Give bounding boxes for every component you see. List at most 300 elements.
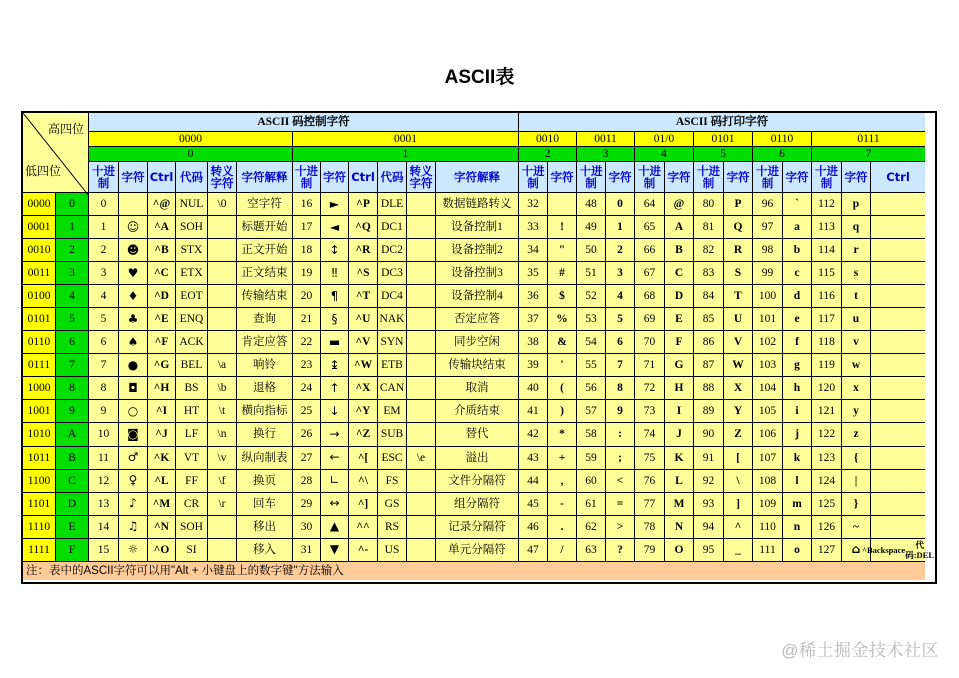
cell-char: ↨ <box>321 354 349 377</box>
cell-esc: \n <box>208 423 237 446</box>
cell-ctrl <box>871 285 925 308</box>
cell-dec: 66 <box>635 239 665 262</box>
cell-ctrl: ^A <box>148 216 176 239</box>
cell-char: = <box>606 493 635 516</box>
cell-ctrl: ^B <box>148 239 176 262</box>
cell-char: Y <box>724 400 753 423</box>
row-bin: 0011 <box>23 262 56 285</box>
cell-desc: 纵向制表 <box>237 447 293 470</box>
cell-char: 7 <box>606 354 635 377</box>
cell-char: → <box>321 423 349 446</box>
cell-char: ↑ <box>321 377 349 400</box>
cell-code: FF <box>176 470 208 493</box>
cell-char: / <box>548 539 577 562</box>
cell-dec: 65 <box>635 216 665 239</box>
high-bits-2: 0010 <box>519 132 577 147</box>
cell-code: DC2 <box>378 239 407 262</box>
row-hex: C <box>56 470 89 493</box>
cell-dec: 101 <box>753 308 783 331</box>
cell-char: ↔ <box>321 493 349 516</box>
cell-dec: 100 <box>753 285 783 308</box>
cell-ctrl: ^K <box>148 447 176 470</box>
col-header-char: 字符 <box>548 162 577 193</box>
cell-ctrl: ^Z <box>349 423 378 446</box>
cell-dec: 112 <box>812 193 842 216</box>
cell-char: ↓ <box>321 400 349 423</box>
cell-esc <box>407 516 436 539</box>
cell-char: a <box>783 216 812 239</box>
cell-char: ♠ <box>119 331 148 354</box>
high-bits-3: 0011 <box>577 132 635 147</box>
printable-group-header: ASCII 码打印字符 <box>519 113 925 132</box>
cell-char: ♪ <box>119 493 148 516</box>
cell-code: DC4 <box>378 285 407 308</box>
row-bin: 1001 <box>23 400 56 423</box>
cell-dec: 127 <box>812 539 842 562</box>
cell-desc: 横向指标 <box>237 400 293 423</box>
cell-char: L <box>665 470 694 493</box>
cell-char: ◘ <box>119 377 148 400</box>
page-title: ASCII表 <box>444 67 515 88</box>
cell-char: l <box>783 470 812 493</box>
cell-code: DC1 <box>378 216 407 239</box>
cell-dec: 27 <box>293 447 321 470</box>
cell-code: HT <box>176 400 208 423</box>
cell-desc: 单元分隔符 <box>436 539 519 562</box>
cell-dec: 15 <box>89 539 119 562</box>
cell-dec: 80 <box>694 193 724 216</box>
cell-char: " <box>548 239 577 262</box>
cell-esc <box>407 539 436 562</box>
cell-dec: 110 <box>753 516 783 539</box>
cell-char: 2 <box>606 239 635 262</box>
cell-char: n <box>783 516 812 539</box>
cell-desc: 否定应答 <box>436 308 519 331</box>
low-bits-label: 低四位 <box>25 164 62 179</box>
cell-char: > <box>606 516 635 539</box>
cell-char: 0 <box>606 193 635 216</box>
cell-char <box>548 193 577 216</box>
cell-char: ♣ <box>119 308 148 331</box>
cell-desc: 回车 <box>237 493 293 516</box>
cell-desc: 设备控制2 <box>436 239 519 262</box>
cell-code: NAK <box>378 308 407 331</box>
cell-desc: 移入 <box>237 539 293 562</box>
cell-desc: 换页 <box>237 470 293 493</box>
cell-code: BS <box>176 377 208 400</box>
cell-desc: 同步空闲 <box>436 331 519 354</box>
row-hex: 2 <box>56 239 89 262</box>
cell-dec: 34 <box>519 239 548 262</box>
cell-esc <box>407 308 436 331</box>
col-header-dec: 十进制 <box>812 162 842 193</box>
cell-dec: 109 <box>753 493 783 516</box>
cell-esc <box>407 354 436 377</box>
cell-dec: 17 <box>293 216 321 239</box>
col-header-dec: 十进制 <box>694 162 724 193</box>
cell-dec: 77 <box>635 493 665 516</box>
cell-dec: 2 <box>89 239 119 262</box>
cell-char: ? <box>606 539 635 562</box>
high-hex-0: 0 <box>89 147 293 162</box>
cell-dec: 124 <box>812 470 842 493</box>
watermark: @稀土掘金技术社区 <box>781 641 939 660</box>
cell-code: ETB <box>378 354 407 377</box>
cell-char: ] <box>724 493 753 516</box>
cell-dec: 88 <box>694 377 724 400</box>
row-bin: 1010 <box>23 423 56 446</box>
cell-code: GS <box>378 493 407 516</box>
cell-char: ♀ <box>119 470 148 493</box>
cell-dec: 102 <box>753 331 783 354</box>
cell-esc <box>407 423 436 446</box>
ascii-table <box>21 111 937 584</box>
row-hex: 8 <box>56 377 89 400</box>
cell-char: i <box>783 400 812 423</box>
cell-esc: \0 <box>208 193 237 216</box>
cell-code: EOT <box>176 285 208 308</box>
cell-code: SOH <box>176 216 208 239</box>
col-header-ctrl: Ctrl <box>871 162 925 193</box>
cell-char: T <box>724 285 753 308</box>
cell-char: - <box>548 493 577 516</box>
cell-char: \ <box>724 470 753 493</box>
cell-char: f <box>783 331 812 354</box>
cell-char: ▼ <box>321 539 349 562</box>
cell-char: ♥ <box>119 262 148 285</box>
cell-char: ◄ <box>321 216 349 239</box>
cell-dec: 28 <box>293 470 321 493</box>
cell-char: G <box>665 354 694 377</box>
row-bin: 1011 <box>23 447 56 470</box>
cell-dec: 52 <box>577 285 606 308</box>
cell-char: M <box>665 493 694 516</box>
cell-code: CAN <box>378 377 407 400</box>
cell-dec: 99 <box>753 262 783 285</box>
col-header-dec: 十进制 <box>577 162 606 193</box>
cell-char: o <box>783 539 812 562</box>
cell-dec: 3 <box>89 262 119 285</box>
cell-esc <box>407 239 436 262</box>
cell-dec: 26 <box>293 423 321 446</box>
cell-char: u <box>842 308 871 331</box>
cell-esc <box>407 193 436 216</box>
cell-dec: 23 <box>293 354 321 377</box>
cell-dec: 106 <box>753 423 783 446</box>
cell-char: ^ <box>724 516 753 539</box>
high-bits-6: 0110 <box>753 132 812 147</box>
cell-char: c <box>783 262 812 285</box>
cell-esc: \t <box>208 400 237 423</box>
cell-dec: 0 <box>89 193 119 216</box>
cell-dec: 19 <box>293 262 321 285</box>
cell-dec: 43 <box>519 447 548 470</box>
cell-char: H <box>665 377 694 400</box>
cell-code: ACK <box>176 331 208 354</box>
cell-dec: 116 <box>812 285 842 308</box>
cell-char: h <box>783 377 812 400</box>
cell-dec: 113 <box>812 216 842 239</box>
cell-char: b <box>783 239 812 262</box>
cell-dec: 115 <box>812 262 842 285</box>
row-bin: 1110 <box>23 516 56 539</box>
high-bits-7: 0111 <box>812 132 925 147</box>
cell-ctrl: ^\ <box>349 470 378 493</box>
cell-dec: 61 <box>577 493 606 516</box>
cell-char: & <box>548 331 577 354</box>
cell-dec: 122 <box>812 423 842 446</box>
cell-dec: 50 <box>577 239 606 262</box>
cell-ctrl <box>871 493 925 516</box>
cell-char: [ <box>724 447 753 470</box>
cell-dec: 90 <box>694 423 724 446</box>
col-header-desc: 字符解释 <box>436 162 519 193</box>
cell-dec: 36 <box>519 285 548 308</box>
cell-esc: \a <box>208 354 237 377</box>
cell-ctrl: ^J <box>148 423 176 446</box>
cell-char: I <box>665 400 694 423</box>
cell-ctrl: ^T <box>349 285 378 308</box>
cell-char: ↕ <box>321 239 349 262</box>
cell-char: | <box>842 470 871 493</box>
high-hex-7: 7 <box>812 147 925 162</box>
cell-desc: 介质结束 <box>436 400 519 423</box>
footnote: 注：表中的ASCII字符可以用"Alt + 小键盘上的数字键"方法输入 <box>23 562 925 580</box>
cell-code: US <box>378 539 407 562</box>
cell-ctrl: ^U <box>349 308 378 331</box>
cell-desc: 传输结束 <box>237 285 293 308</box>
cell-char: d <box>783 285 812 308</box>
cell-esc <box>208 262 237 285</box>
cell-dec: 92 <box>694 470 724 493</box>
cell-desc: 设备控制1 <box>436 216 519 239</box>
cell-dec: 62 <box>577 516 606 539</box>
cell-esc <box>208 216 237 239</box>
row-hex: 9 <box>56 400 89 423</box>
cell-dec: 11 <box>89 447 119 470</box>
cell-ctrl: ^^ <box>349 516 378 539</box>
cell-char: E <box>665 308 694 331</box>
cell-esc <box>407 331 436 354</box>
col-header-ctrl: Ctrl <box>148 162 176 193</box>
cell-dec: 22 <box>293 331 321 354</box>
cell-dec: 121 <box>812 400 842 423</box>
cell-dec: 59 <box>577 447 606 470</box>
row-bin: 1000 <box>23 377 56 400</box>
cell-code: STX <box>176 239 208 262</box>
cell-char: ► <box>321 193 349 216</box>
cell-dec: 24 <box>293 377 321 400</box>
cell-dec: 67 <box>635 262 665 285</box>
cell-char: ⌂ <box>842 539 871 562</box>
cell-char: e <box>783 308 812 331</box>
cell-dec: 63 <box>577 539 606 562</box>
cell-dec: 70 <box>635 331 665 354</box>
cell-ctrl <box>871 239 925 262</box>
cell-dec: 73 <box>635 400 665 423</box>
cell-code: DC3 <box>378 262 407 285</box>
cell-char: : <box>606 423 635 446</box>
cell-esc: \f <box>208 470 237 493</box>
col-header-esc: 转义字符 <box>407 162 436 193</box>
cell-code: LF <box>176 423 208 446</box>
cell-char: ▬ <box>321 331 349 354</box>
cell-dec: 9 <box>89 400 119 423</box>
cell-dec: 14 <box>89 516 119 539</box>
cell-desc: 设备控制4 <box>436 285 519 308</box>
cell-ctrl: ^R <box>349 239 378 262</box>
cell-char: ) <box>548 400 577 423</box>
cell-char: ( <box>548 377 577 400</box>
cell-ctrl: ^F <box>148 331 176 354</box>
cell-char: ¶ <box>321 285 349 308</box>
cell-desc: 替代 <box>436 423 519 446</box>
cell-char: 8 <box>606 377 635 400</box>
cell-char: z <box>842 423 871 446</box>
cell-char: } <box>842 493 871 516</box>
cell-dec: 6 <box>89 331 119 354</box>
cell-dec: 5 <box>89 308 119 331</box>
cell-dec: 45 <box>519 493 548 516</box>
cell-dec: 60 <box>577 470 606 493</box>
cell-char: A <box>665 216 694 239</box>
cell-dec: 89 <box>694 400 724 423</box>
control-group-header: ASCII 码控制字符 <box>89 113 519 132</box>
cell-desc: 数据链路转义 <box>436 193 519 216</box>
cell-dec: 81 <box>694 216 724 239</box>
cell-char: 4 <box>606 285 635 308</box>
cell-ctrl: ^E <box>148 308 176 331</box>
cell-desc: 查询 <box>237 308 293 331</box>
cell-char: C <box>665 262 694 285</box>
cell-esc <box>208 285 237 308</box>
cell-dec: 76 <box>635 470 665 493</box>
cell-char: K <box>665 447 694 470</box>
row-hex: 6 <box>56 331 89 354</box>
row-hex: 5 <box>56 308 89 331</box>
cell-ctrl <box>871 423 925 446</box>
cell-char: m <box>783 493 812 516</box>
cell-desc: 正文开始 <box>237 239 293 262</box>
cell-ctrl: ^@ <box>148 193 176 216</box>
cell-char: ' <box>548 354 577 377</box>
cell-ctrl <box>871 262 925 285</box>
col-header-esc: 转义字符 <box>208 162 237 193</box>
high-bits-5: 0101 <box>694 132 753 147</box>
cell-ctrl <box>871 447 925 470</box>
cell-esc <box>407 216 436 239</box>
cell-dec: 86 <box>694 331 724 354</box>
cell-desc: 设备控制3 <box>436 262 519 285</box>
col-header-dec: 十进制 <box>635 162 665 193</box>
cell-esc <box>407 493 436 516</box>
cell-dec: 10 <box>89 423 119 446</box>
cell-char: ☼ <box>119 539 148 562</box>
cell-dec: 111 <box>753 539 783 562</box>
cell-char: ♫ <box>119 516 148 539</box>
high-bits-0: 0000 <box>89 132 293 147</box>
cell-char: _ <box>724 539 753 562</box>
high-hex-6: 6 <box>753 147 812 162</box>
cell-dec: 29 <box>293 493 321 516</box>
col-header-code: 代码 <box>176 162 208 193</box>
cell-char: q <box>842 216 871 239</box>
col-header-dec: 十进制 <box>89 162 119 193</box>
cell-char: Z <box>724 423 753 446</box>
cell-char: 6 <box>606 331 635 354</box>
cell-ctrl: ^H <box>148 377 176 400</box>
cell-ctrl: ^D <box>148 285 176 308</box>
col-header-dec: 十进制 <box>293 162 321 193</box>
cell-dec: 64 <box>635 193 665 216</box>
cell-esc <box>407 377 436 400</box>
row-hex: 7 <box>56 354 89 377</box>
col-header-char: 字符 <box>842 162 871 193</box>
cell-char: F <box>665 331 694 354</box>
cell-esc <box>208 308 237 331</box>
col-header-code: 代码 <box>378 162 407 193</box>
cell-esc <box>208 239 237 262</box>
cell-esc <box>407 470 436 493</box>
cell-char: V <box>724 331 753 354</box>
high-hex-1: 1 <box>293 147 519 162</box>
cell-dec: 30 <box>293 516 321 539</box>
cell-dec: 119 <box>812 354 842 377</box>
cell-char: ` <box>783 193 812 216</box>
cell-esc <box>208 331 237 354</box>
cell-ctrl: ^Y <box>349 400 378 423</box>
cell-dec: 53 <box>577 308 606 331</box>
cell-code: EM <box>378 400 407 423</box>
del-note <box>862 539 935 562</box>
cell-ctrl: ^[ <box>349 447 378 470</box>
cell-dec: 118 <box>812 331 842 354</box>
cell-code: SUB <box>378 423 407 446</box>
cell-dec: 16 <box>293 193 321 216</box>
cell-char: X <box>724 377 753 400</box>
cell-code: VT <box>176 447 208 470</box>
cell-desc: 文件分隔符 <box>436 470 519 493</box>
cell-dec: 107 <box>753 447 783 470</box>
cell-char: # <box>548 262 577 285</box>
cell-esc <box>407 285 436 308</box>
cell-ctrl: ^N <box>148 516 176 539</box>
cell-desc: 传输块结束 <box>436 354 519 377</box>
high-bits-label: 高四位 <box>47 122 84 136</box>
cell-ctrl <box>871 216 925 239</box>
cell-ctrl: ^G <box>148 354 176 377</box>
cell-dec: 7 <box>89 354 119 377</box>
cell-desc: 退格 <box>237 377 293 400</box>
row-bin: 0010 <box>23 239 56 262</box>
cell-ctrl <box>871 354 925 377</box>
cell-char: ! <box>548 216 577 239</box>
cell-dec: 57 <box>577 400 606 423</box>
cell-char: ☺ <box>119 216 148 239</box>
cell-dec: 55 <box>577 354 606 377</box>
cell-code: SOH <box>176 516 208 539</box>
cell-desc: 移出 <box>237 516 293 539</box>
cell-dec: 126 <box>812 516 842 539</box>
col-header-char: 字符 <box>724 162 753 193</box>
cell-ctrl <box>871 193 925 216</box>
cell-char: ☻ <box>119 239 148 262</box>
cell-char: $ <box>548 285 577 308</box>
col-header-char: 字符 <box>783 162 812 193</box>
cell-desc: 正文结束 <box>237 262 293 285</box>
cell-code: BEL <box>176 354 208 377</box>
cell-char: B <box>665 239 694 262</box>
